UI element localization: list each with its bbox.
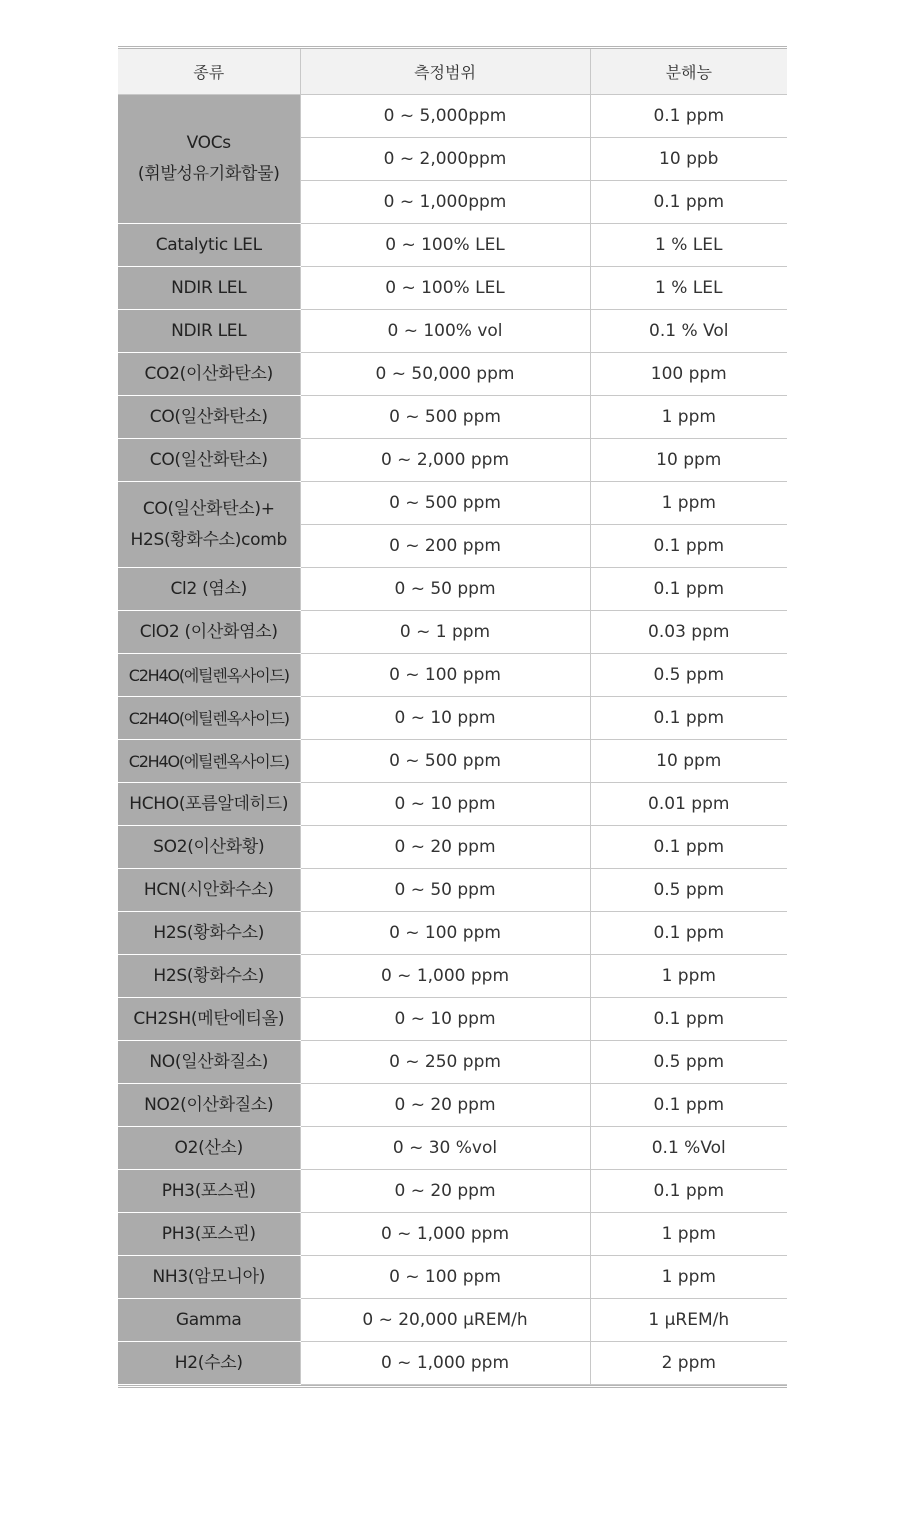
range-cell: 0 ~ 20,000 μREM/h xyxy=(300,1299,590,1342)
range-cell: 0 ~ 250 ppm xyxy=(300,1041,590,1084)
table-row xyxy=(118,740,787,783)
gas-kind-label: (휘발성유기화합물) xyxy=(137,164,280,184)
range-cell: 0 ~ 20 ppm xyxy=(300,1084,590,1127)
gas-kind-label: H2(수소) xyxy=(174,1352,243,1373)
resolution-cell: 1 ppm xyxy=(590,396,787,439)
gas-kind-cell xyxy=(118,224,300,267)
gas-kind-label: C2H4O(에틸렌옥사이드) xyxy=(128,708,289,728)
table-bottom-rule xyxy=(118,1385,787,1388)
resolution-cell: 0.5 ppm xyxy=(590,654,787,697)
gas-kind-cell xyxy=(118,267,300,310)
range-cell: 0 ~ 10 ppm xyxy=(300,697,590,740)
table-row xyxy=(118,439,787,482)
gas-kind-label: CH2SH(메탄에티올) xyxy=(133,1008,285,1029)
gas-kind-label: HCN(시안화수소) xyxy=(143,879,274,900)
resolution-cell: 0.1 ppm xyxy=(590,912,787,955)
resolution-cell: 10 ppm xyxy=(590,740,787,783)
gas-kind-cell xyxy=(118,611,300,654)
header-kind: 종류 xyxy=(118,49,300,95)
resolution-cell: 0.1 ppm xyxy=(590,998,787,1041)
table-row xyxy=(118,912,787,955)
resolution-cell: 0.03 ppm xyxy=(590,611,787,654)
gas-kind-label: Gamma xyxy=(175,1309,242,1330)
range-cell: 0 ~ 1 ppm xyxy=(300,611,590,654)
table-row xyxy=(118,611,787,654)
range-cell: 0 ~ 500 ppm xyxy=(300,740,590,783)
gas-kind-label: NDIR LEL xyxy=(171,320,247,341)
range-cell: 0 ~ 20 ppm xyxy=(300,826,590,869)
range-cell: 0 ~ 10 ppm xyxy=(300,998,590,1041)
spec-table-container xyxy=(118,46,787,1388)
range-cell: 0 ~ 500 ppm xyxy=(300,396,590,439)
resolution-cell: 0.1 ppm xyxy=(590,1170,787,1213)
range-cell: 0 ~ 100% LEL xyxy=(300,267,590,310)
gas-kind-label: H2S(황화수소)comb xyxy=(130,529,288,550)
resolution-cell: 10 ppb xyxy=(590,138,787,181)
gas-kind-cell xyxy=(118,1213,300,1256)
gas-kind-cell xyxy=(118,482,300,568)
gas-kind-label: VOCs xyxy=(186,133,231,153)
gas-kind-label: CO2(이산화탄소) xyxy=(144,363,273,384)
table-row xyxy=(118,869,787,912)
gas-kind-cell xyxy=(118,1041,300,1084)
table-row xyxy=(118,267,787,310)
resolution-cell: 0.5 ppm xyxy=(590,869,787,912)
gas-kind-cell xyxy=(118,955,300,998)
gas-kind-cell xyxy=(118,396,300,439)
gas-kind-label: SO2(이산화황) xyxy=(153,836,265,857)
gas-kind-cell xyxy=(118,1127,300,1170)
table-row xyxy=(118,568,787,611)
range-cell: 0 ~ 20 ppm xyxy=(300,1170,590,1213)
range-cell: 0 ~ 100 ppm xyxy=(300,912,590,955)
sensor-spec-table xyxy=(118,49,787,1385)
range-cell: 0 ~ 100% LEL xyxy=(300,224,590,267)
resolution-cell: 0.1 % Vol xyxy=(590,310,787,353)
gas-kind-cell xyxy=(118,912,300,955)
gas-kind-label: H2S(황화수소) xyxy=(153,922,265,943)
table-row xyxy=(118,1041,787,1084)
table-row xyxy=(118,1170,787,1213)
table-row xyxy=(118,224,787,267)
range-cell: 0 ~ 10 ppm xyxy=(300,783,590,826)
resolution-cell: 0.1 ppm xyxy=(590,181,787,224)
gas-kind-cell xyxy=(118,740,300,783)
range-cell: 0 ~ 50 ppm xyxy=(300,568,590,611)
table-body xyxy=(118,95,787,1385)
table-row xyxy=(118,955,787,998)
resolution-cell: 0.1 ppm xyxy=(590,826,787,869)
range-cell: 0 ~ 1,000 ppm xyxy=(300,1213,590,1256)
table-row xyxy=(118,697,787,740)
header-resolution: 분해능 xyxy=(590,49,787,95)
gas-kind-label: Cl2 (염소) xyxy=(170,578,248,599)
range-cell: 0 ~ 1,000 ppm xyxy=(300,955,590,998)
gas-kind-label: NDIR LEL xyxy=(171,277,247,298)
header-row xyxy=(118,49,787,95)
gas-kind-label: Catalytic LEL xyxy=(155,234,262,255)
gas-kind-label: CO(일산화탄소)+ xyxy=(142,498,275,519)
resolution-cell: 1 % LEL xyxy=(590,224,787,267)
range-cell: 0 ~ 500 ppm xyxy=(300,482,590,525)
gas-kind-label: HCHO(포름알데히드) xyxy=(129,793,289,814)
resolution-cell: 1 ppm xyxy=(590,482,787,525)
table-row xyxy=(118,1299,787,1342)
range-cell: 0 ~ 2,000ppm xyxy=(300,138,590,181)
gas-kind-cell xyxy=(118,95,300,224)
resolution-cell: 0.1 ppm xyxy=(590,1084,787,1127)
resolution-cell: 10 ppm xyxy=(590,439,787,482)
table-header xyxy=(118,49,787,95)
table-row xyxy=(118,1342,787,1385)
gas-kind-cell xyxy=(118,1084,300,1127)
gas-kind-cell xyxy=(118,1299,300,1342)
gas-kind-label: NO(일산화질소) xyxy=(149,1051,269,1072)
gas-kind-cell xyxy=(118,654,300,697)
resolution-cell: 100 ppm xyxy=(590,353,787,396)
resolution-cell: 2 ppm xyxy=(590,1342,787,1385)
range-cell: 0 ~ 1,000ppm xyxy=(300,181,590,224)
resolution-cell: 0.1 ppm xyxy=(590,697,787,740)
resolution-cell: 0.5 ppm xyxy=(590,1041,787,1084)
gas-kind-label: CO(일산화탄소) xyxy=(149,406,268,427)
gas-kind-label: ClO2 (이산화염소) xyxy=(139,621,278,642)
resolution-cell: 0.1 ppm xyxy=(590,525,787,568)
range-cell: 0 ~ 100% vol xyxy=(300,310,590,353)
gas-kind-cell xyxy=(118,1342,300,1385)
table-row xyxy=(118,353,787,396)
gas-kind-label: CO(일산화탄소) xyxy=(149,449,268,470)
range-cell: 0 ~ 100 ppm xyxy=(300,1256,590,1299)
gas-kind-label: NH3(암모니아) xyxy=(152,1266,266,1287)
resolution-cell: 1 % LEL xyxy=(590,267,787,310)
resolution-cell: 0.1 ppm xyxy=(590,568,787,611)
gas-kind-label: C2H4O(에틸렌옥사이드) xyxy=(128,751,289,771)
table-row xyxy=(118,1213,787,1256)
range-cell: 0 ~ 200 ppm xyxy=(300,525,590,568)
resolution-cell: 1 μREM/h xyxy=(590,1299,787,1342)
range-cell: 0 ~ 50 ppm xyxy=(300,869,590,912)
gas-kind-cell xyxy=(118,310,300,353)
gas-kind-cell xyxy=(118,353,300,396)
table-row xyxy=(118,396,787,439)
gas-kind-cell xyxy=(118,697,300,740)
table-row xyxy=(118,654,787,697)
gas-kind-label: C2H4O(에틸렌옥사이드) xyxy=(128,665,289,685)
gas-kind-cell xyxy=(118,1170,300,1213)
gas-kind-label: NO2(이산화질소) xyxy=(144,1094,274,1115)
gas-kind-cell xyxy=(118,1256,300,1299)
gas-kind-cell xyxy=(118,826,300,869)
resolution-cell: 1 ppm xyxy=(590,955,787,998)
table-row xyxy=(118,783,787,826)
resolution-cell: 0.01 ppm xyxy=(590,783,787,826)
table-row xyxy=(118,826,787,869)
table-row xyxy=(118,1127,787,1170)
range-cell: 0 ~ 100 ppm xyxy=(300,654,590,697)
gas-kind-label: H2S(황화수소) xyxy=(153,965,265,986)
gas-kind-cell xyxy=(118,783,300,826)
gas-kind-label: O2(산소) xyxy=(174,1137,243,1158)
range-cell: 0 ~ 50,000 ppm xyxy=(300,353,590,396)
range-cell: 0 ~ 30 %vol xyxy=(300,1127,590,1170)
gas-kind-label: PH3(포스핀) xyxy=(161,1180,256,1201)
table-row xyxy=(118,1084,787,1127)
resolution-cell: 0.1 %Vol xyxy=(590,1127,787,1170)
range-cell: 0 ~ 2,000 ppm xyxy=(300,439,590,482)
gas-kind-cell xyxy=(118,998,300,1041)
table-row xyxy=(118,998,787,1041)
range-cell: 0 ~ 1,000 ppm xyxy=(300,1342,590,1385)
table-row xyxy=(118,482,787,525)
table-row xyxy=(118,310,787,353)
header-range: 측정범위 xyxy=(300,49,590,95)
gas-kind-cell xyxy=(118,568,300,611)
gas-kind-label: PH3(포스핀) xyxy=(161,1223,256,1244)
resolution-cell: 1 ppm xyxy=(590,1256,787,1299)
gas-kind-cell xyxy=(118,869,300,912)
table-row xyxy=(118,95,787,138)
table-row xyxy=(118,1256,787,1299)
resolution-cell: 1 ppm xyxy=(590,1213,787,1256)
resolution-cell: 0.1 ppm xyxy=(590,95,787,138)
range-cell: 0 ~ 5,000ppm xyxy=(300,95,590,138)
gas-kind-cell xyxy=(118,439,300,482)
